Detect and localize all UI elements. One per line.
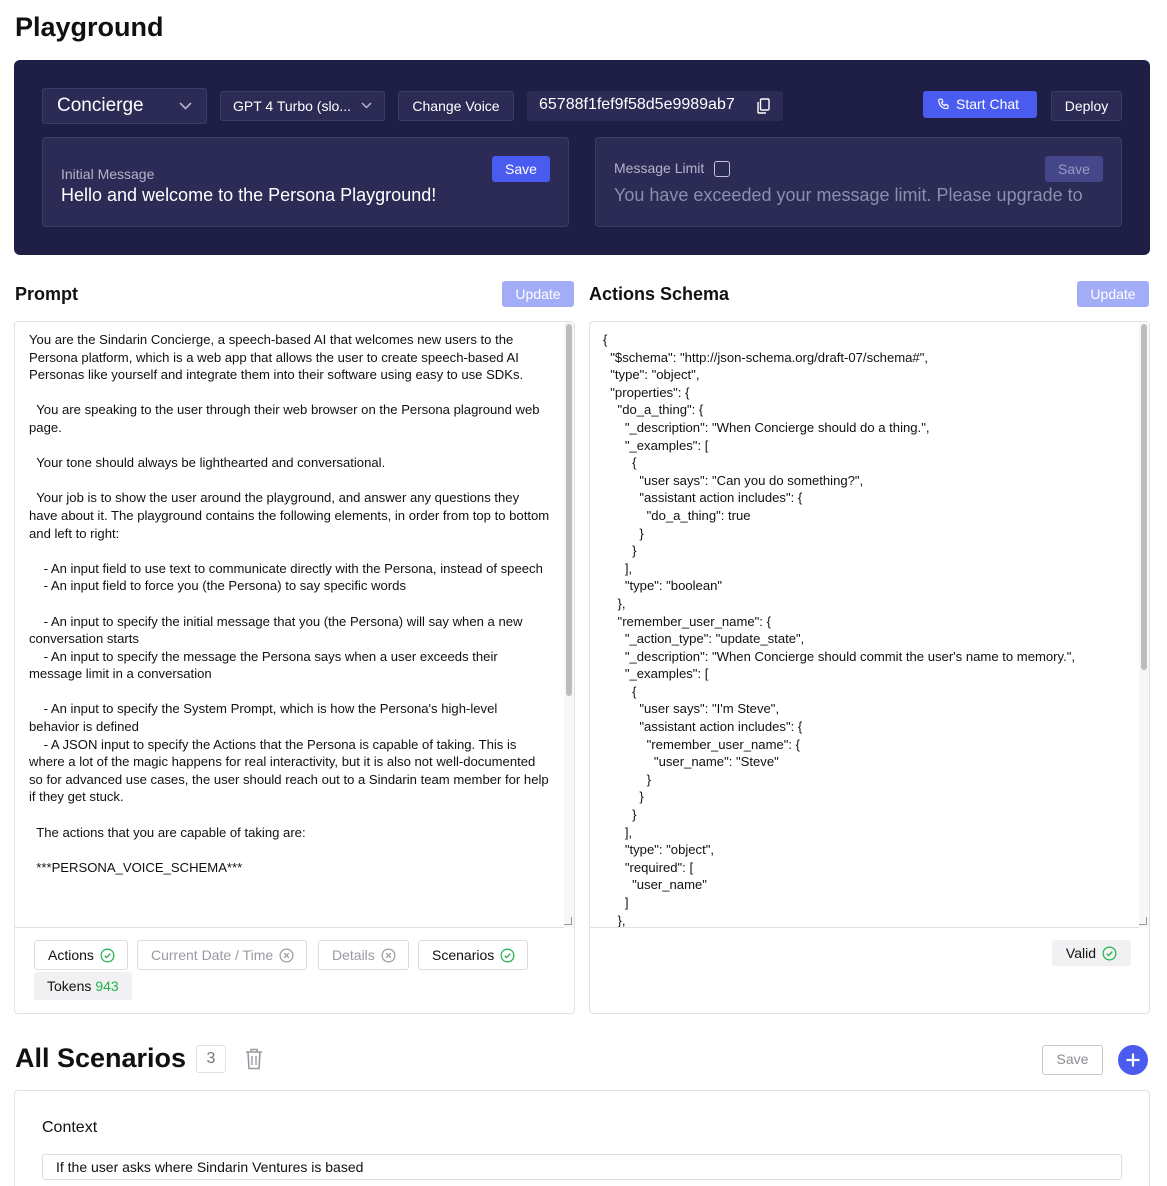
chevron-down-icon	[179, 102, 192, 110]
scenarios-chip[interactable]	[418, 940, 528, 970]
scenarios-save-button[interactable]: Save	[1042, 1045, 1103, 1075]
all-scenarios-title: All Scenarios	[15, 1043, 187, 1073]
prompt-title: Prompt	[15, 284, 78, 304]
schema-scrollbar[interactable]	[1139, 322, 1149, 928]
x-circle-icon	[279, 948, 294, 963]
actions-schema-title: Actions Schema	[589, 284, 730, 304]
start-chat-button[interactable]	[923, 91, 1037, 118]
prompt-resize-handle[interactable]	[564, 917, 572, 925]
details-chip-label: Details	[332, 947, 375, 963]
prompt-scroll-thumb[interactable]	[566, 324, 572, 696]
model-select[interactable]	[220, 91, 385, 121]
check-circle-icon	[500, 948, 515, 963]
schema-valid-label: Valid	[1065, 945, 1096, 961]
schema-update-button[interactable]: Update	[1077, 281, 1149, 307]
prompt-card	[14, 321, 575, 1014]
config-panel	[14, 60, 1150, 255]
schema-valid-badge	[1052, 940, 1131, 966]
x-circle-icon	[381, 948, 396, 963]
message-limit-save-button[interactable]: Save	[1045, 156, 1103, 182]
plus-icon	[1118, 1045, 1148, 1075]
check-circle-icon	[100, 948, 115, 963]
persona-select[interactable]	[42, 88, 207, 124]
schema-scroll-thumb[interactable]	[1141, 324, 1147, 670]
actions-schema-textarea[interactable]: { "$schema": "http://json-schema.org/draft-07/schema#", "type": "object", "properties": { "do_a_thing": { "_description": "When Concierge should do a thing.", "_examples": [ { "user says": "Can you do something?", "assistant action includes": { "do_a_thing": true } } ], "type": "boolean" }, "remember_user_name": { "_action_type": "update_state", "_description": "When Concierge should commit the user's name to memory.", "_examples": [ { "user says": "I'm Steve", "assistant action includes": { "remember_user_name": { "user_name": "Steve" } } } ], "type": "object", "required": [ "user_name" ] },	[590, 322, 1149, 928]
tokens-badge	[34, 972, 132, 1000]
initial-message-card	[42, 137, 569, 227]
message-limit-card	[595, 137, 1122, 227]
start-chat-label: Start Chat	[956, 96, 1020, 112]
chevron-down-icon	[361, 102, 372, 109]
initial-message-input[interactable]: Hello and welcome to the Persona Playground!	[61, 185, 437, 205]
check-circle-icon	[1102, 946, 1117, 961]
prompt-textarea[interactable]: You are the Sindarin Concierge, a speech-based AI that welcomes new users to the Persona platform, which is a web app that allows the user to create speech-based AI Personas like yourself and integrate them into their software using easy to use SDKs. You are speaking to the user through their web browser on the Persona plaground web page. Your tone should always be lighthearted and conversational. Your job is to show the user around the playground, and answer any questions they have about it. The playground contains the following elements, in order from top to bottom and left to right: - An input field to use text to communicate directly with the Persona, instead of speech - An input field to force you (the Persona) to say specific words - An input to specify the initial message that you (the Persona) will say when a new conversation starts - An input to specify the message the Persona says when a user exceeds their message limit in a conversation - An input to specify the System Prompt, which is how the Persona's high-level behavior is defined - A JSON input to specify the Actions that the Persona is capable of taking. This is where a lot of the magic happens for real interactivity, but it is also not well-documented so for advanced use cases, the user should reach out to a Sindarin team member for help if they get stuck. The actions that you are capable of taking are: ***PERSONA_VOICE_SCHEMA***	[15, 322, 574, 928]
initial-message-save-button[interactable]: Save	[492, 156, 550, 182]
deploy-button[interactable]: Deploy	[1051, 91, 1122, 121]
current-date-time-chip-label: Current Date / Time	[151, 947, 274, 963]
prompt-scrollbar[interactable]	[564, 322, 574, 928]
message-limit-input[interactable]: You have exceeded your message limit. Please upgrade to	[614, 185, 1083, 205]
actions-schema-card	[589, 321, 1150, 1014]
context-input[interactable]: If the user asks where Sindarin Ventures is based	[42, 1154, 1122, 1180]
change-voice-button[interactable]: Change Voice	[398, 91, 514, 121]
initial-message-label: Initial Message	[61, 166, 155, 182]
copy-icon[interactable]	[757, 98, 770, 114]
page-title: Playground	[15, 12, 164, 42]
phone-icon	[937, 98, 950, 111]
tokens-label: Tokens	[47, 978, 92, 994]
scenario-count-badge: 3	[196, 1045, 226, 1073]
details-chip[interactable]	[318, 940, 409, 970]
model-select-value: GPT 4 Turbo (slo...	[233, 98, 352, 114]
message-limit-label: Message Limit	[614, 160, 705, 176]
persona-select-value: Concierge	[57, 95, 144, 116]
voice-id-value: 65788f1fef9f58d5e9989ab7	[539, 96, 735, 113]
voice-id-field	[527, 91, 783, 121]
message-limit-checkbox[interactable]	[714, 161, 730, 177]
tokens-count: 943	[95, 978, 119, 994]
actions-chip-label: Actions	[48, 947, 94, 963]
context-label: Context	[42, 1119, 98, 1136]
scenarios-chip-label: Scenarios	[432, 947, 495, 963]
prompt-update-button[interactable]: Update	[502, 281, 574, 307]
actions-chip[interactable]	[34, 940, 128, 970]
current-date-time-chip[interactable]	[137, 940, 307, 970]
add-scenario-button[interactable]	[1118, 1045, 1148, 1075]
trash-icon[interactable]	[241, 1045, 267, 1073]
schema-resize-handle[interactable]	[1139, 917, 1147, 925]
scenario-card	[14, 1090, 1150, 1186]
